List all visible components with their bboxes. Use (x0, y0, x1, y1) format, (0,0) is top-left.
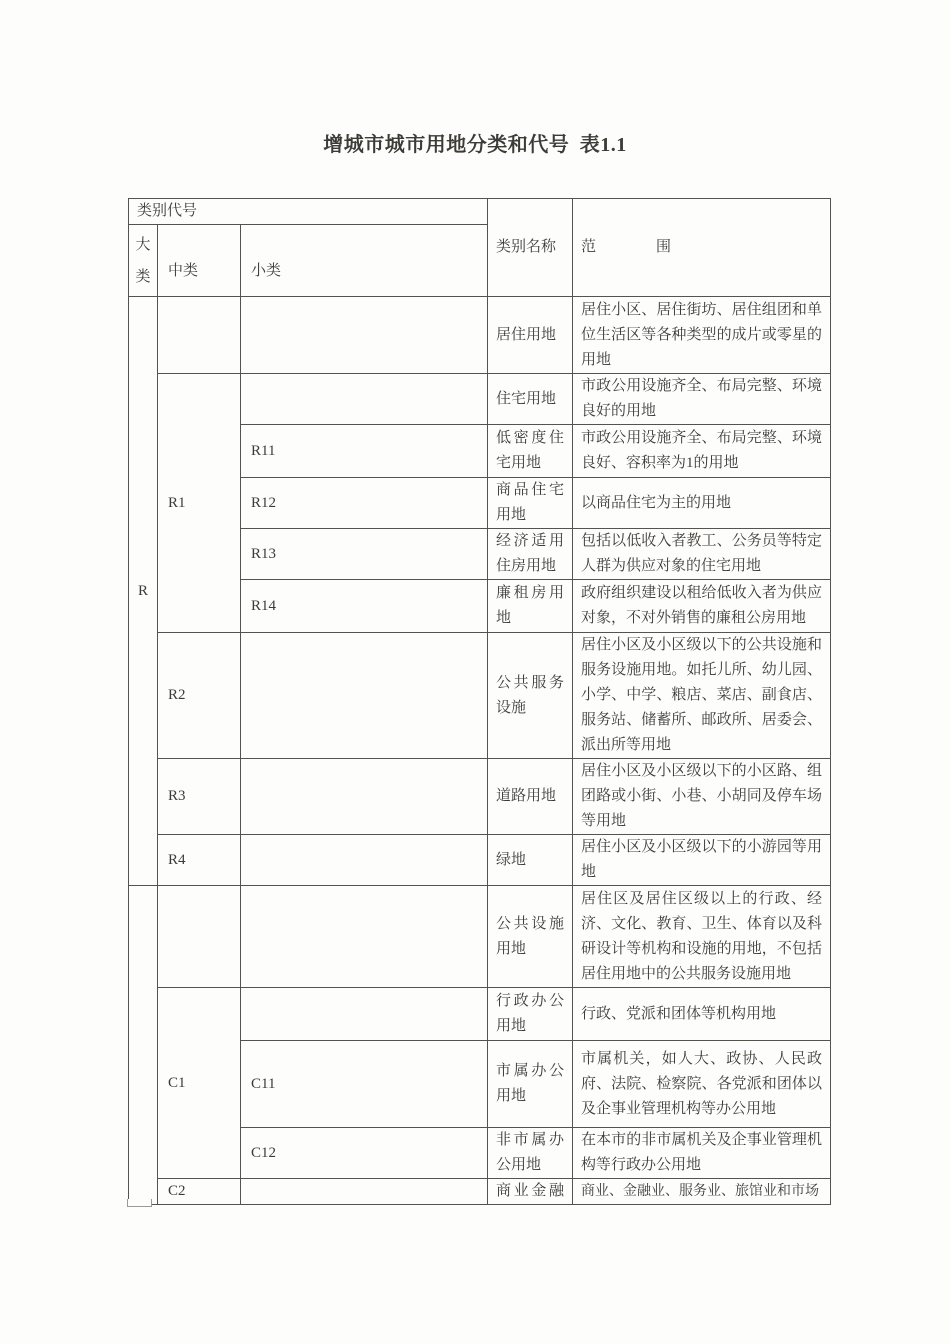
cell-scope: 政府组织建设以租给低收入者为供应对象，不对外销售的廉租公房用地 (573, 580, 831, 633)
table-continuation-stub (127, 1199, 152, 1207)
header-category-name: 类别名称 (488, 199, 573, 297)
cell-major-code: R (129, 297, 158, 886)
cell-scope: 居住区及居住区级以上的行政、经济、文化、教育、卫生、体育以及科研设计等机构和设施的用地，不包括居住用地中的公共服务设施用地 (573, 886, 831, 988)
empty-cell (158, 297, 241, 374)
header-code-group: 类别代号 (129, 199, 488, 225)
cell-minor-code: R12 (241, 478, 488, 529)
cell-middle-code: C2 (158, 1179, 241, 1205)
empty-cell (158, 886, 241, 988)
cell-category-name: 商品住宅用地 (488, 478, 573, 529)
cell-middle-code: R3 (158, 759, 241, 835)
cell-category-name: 廉租房用地 (488, 580, 573, 633)
empty-cell (241, 835, 488, 886)
header-minor-class: 小类 (241, 225, 488, 297)
empty-cell (241, 1179, 488, 1205)
cell-category-name: 市属办公用地 (488, 1041, 573, 1128)
cell-middle-code: R1 (158, 374, 241, 633)
cell-category-name: 商业金融 (488, 1179, 573, 1205)
cell-scope: 商业、金融业、服务业、旅馆业和市场 (573, 1179, 831, 1205)
table-row (129, 759, 831, 835)
empty-cell (241, 759, 488, 835)
cell-scope: 市属机关，如人大、政协、人民政府、法院、检察院、各党派和团体以及企事业管理机构等办公用地 (573, 1041, 831, 1128)
cell-minor-code: R13 (241, 529, 488, 580)
cell-category-name: 道路用地 (488, 759, 573, 835)
cell-scope: 行政、党派和团体等机构用地 (573, 988, 831, 1041)
land-use-table (128, 198, 831, 1205)
cell-category-name: 低密度住宅用地 (488, 425, 573, 478)
cell-category-name: 非市属办公用地 (488, 1128, 573, 1179)
table-row (129, 988, 831, 1041)
header-major-class: 大类 (129, 225, 158, 297)
cell-category-name: 绿地 (488, 835, 573, 886)
cell-scope: 市政公用设施齐全、布局完整、环境良好、容积率为1的用地 (573, 425, 831, 478)
cell-scope: 居住小区及小区级以下的公共设施和服务设施用地。如托儿所、幼儿园、小学、中学、粮店、菜店、副食店、服务站、储蓄所、邮政所、居委会、派出所等用地 (573, 633, 831, 759)
cell-middle-code: C1 (158, 988, 241, 1179)
cell-category-name: 公共设施用地 (488, 886, 573, 988)
cell-scope: 居住小区及小区级以下的小游园等用地 (573, 835, 831, 886)
table-row (129, 886, 831, 988)
header-middle-class: 中类 (158, 225, 241, 297)
cell-scope: 居住小区及小区级以下的小区路、组团路或小街、小巷、小胡同及停车场等用地 (573, 759, 831, 835)
empty-cell (241, 886, 488, 988)
cell-minor-code: C12 (241, 1128, 488, 1179)
empty-cell (241, 374, 488, 425)
table-row (129, 633, 831, 759)
header-scope: 范 围 (573, 199, 831, 297)
cell-minor-code: R11 (241, 425, 488, 478)
empty-cell (241, 988, 488, 1041)
cell-major-code (129, 886, 158, 1205)
cell-minor-code: C11 (241, 1041, 488, 1128)
table-header-row-1 (129, 199, 831, 225)
cell-middle-code: R2 (158, 633, 241, 759)
table-row (129, 835, 831, 886)
cell-middle-code: R4 (158, 835, 241, 886)
cell-scope: 市政公用设施齐全、布局完整、环境良好的用地 (573, 374, 831, 425)
cell-minor-code: R14 (241, 580, 488, 633)
empty-cell (241, 297, 488, 374)
cell-category-name: 居住用地 (488, 297, 573, 374)
doc-title: 增城市城市用地分类和代号 表1.1 (323, 134, 627, 156)
cell-category-name: 住宅用地 (488, 374, 573, 425)
cell-scope: 以商品住宅为主的用地 (573, 478, 831, 529)
cell-scope: 居住小区、居住街坊、居住组团和单位生活区等各种类型的成片或零星的用地 (573, 297, 831, 374)
empty-cell (241, 633, 488, 759)
table-row (129, 297, 831, 374)
table-row (129, 374, 831, 425)
cell-category-name: 行政办公用地 (488, 988, 573, 1041)
cell-scope: 包括以低收入者教工、公务员等特定人群为供应对象的住宅用地 (573, 529, 831, 580)
cell-category-name: 公共服务设施 (488, 633, 573, 759)
cell-category-name: 经济适用住房用地 (488, 529, 573, 580)
cell-scope: 在本市的非市属机关及企事业管理机构等行政办公用地 (573, 1128, 831, 1179)
table-row (129, 1179, 831, 1205)
